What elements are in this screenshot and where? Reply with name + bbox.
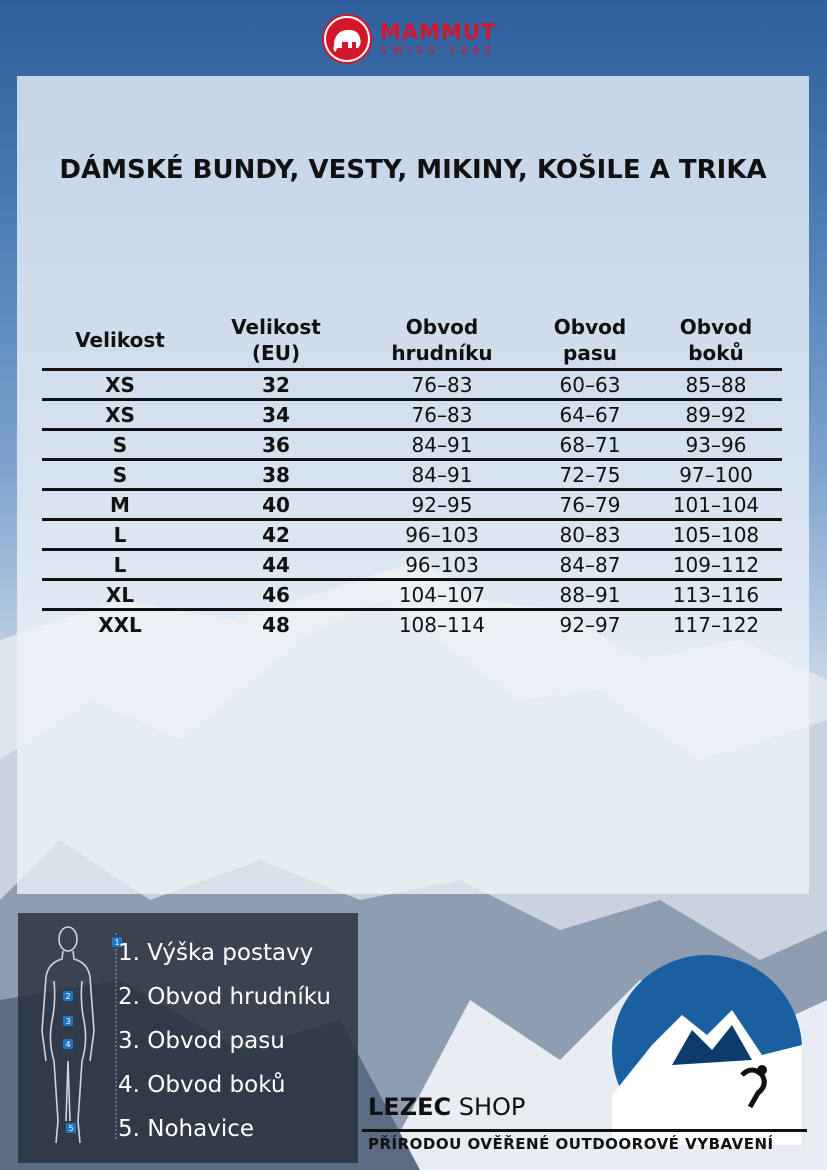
shop-divider [362,1129,807,1132]
brand-sub: SWISS 1862 [380,44,497,57]
cell-chest: 84–91 [354,460,530,490]
shop-tagline: PŘÍRODOU OVĚŘENÉ OUTDOOROVÉ VYBAVENÍ [368,1135,774,1153]
cell-eu: 34 [198,400,354,430]
cell-waist: 76–79 [530,490,650,520]
legend-item: 1. Výška postavy [118,940,314,966]
shop-name: LEZEC SHOP [368,1093,526,1121]
marker-3: 3 [65,1017,71,1026]
mammoth-icon [322,14,372,64]
cell-chest: 84–91 [354,430,530,460]
legend-item: 4. Obvod boků [118,1072,286,1098]
table-row [42,460,782,490]
legend-list [118,931,331,1151]
cell-hips: 101–104 [650,490,782,520]
cell-eu: 42 [198,520,354,550]
cell-hips: 117–122 [672,612,760,637]
table-row [42,490,782,520]
cell-chest: 96–103 [354,520,530,550]
cell-waist: 84–87 [530,550,650,580]
cell-hips: 85–88 [650,370,782,400]
cell-waist: 68–71 [530,430,650,460]
header-size: Velikost [42,314,198,370]
cell-eu: 38 [198,460,354,490]
cell-hips: 89–92 [650,400,782,430]
cell-eu: 40 [198,490,354,520]
cell-chest: 76–83 [354,400,530,430]
legend-item: 5. Nohavice [118,1116,255,1142]
header-waist: Obvod pasu [530,314,650,370]
cell-chest: 92–95 [354,490,530,520]
cell-size: S [42,430,198,460]
table-row [42,580,782,610]
marker-1: 1 [114,938,120,947]
cell-size: L [42,520,198,550]
legend-item: 3. Obvod pasu [118,1028,285,1054]
marker-2: 2 [65,992,71,1001]
table-row [42,400,782,430]
cell-size: XXL [98,612,142,637]
legend-item: 2. Obvod hrudníku [118,984,331,1010]
header-eu: Velikost (EU) [198,314,354,370]
cell-chest: 76–83 [354,370,530,400]
cell-size: S [42,460,198,490]
cell-hips: 97–100 [650,460,782,490]
cell-hips: 105–108 [650,520,782,550]
body-silhouette-icon [28,921,118,1155]
brand-name: MAMMUT [380,20,497,44]
mammut-logo [322,14,522,64]
table-row [42,550,782,580]
cell-size: M [42,490,198,520]
cell-eu: 46 [198,580,354,610]
cell-eu: 48 [262,612,290,637]
cell-waist: 80–83 [530,520,650,550]
cell-hips: 113–116 [650,580,782,610]
cell-chest: 104–107 [354,580,530,610]
cell-hips: 93–96 [650,430,782,460]
table-header-row [42,314,782,370]
marker-5: 5 [68,1124,74,1133]
size-table [42,314,782,638]
cell-waist: 88–91 [530,580,650,610]
cell-chest: 96–103 [354,550,530,580]
cell-eu: 44 [198,550,354,580]
cell-waist: 92–97 [559,612,621,637]
cell-size: XL [42,580,198,610]
cell-waist: 64–67 [530,400,650,430]
cell-waist: 60–63 [530,370,650,400]
page-title: DÁMSKÉ BUNDY, VESTY, MIKINY, KOŠILE A TRIKA [59,155,767,185]
marker-4: 4 [65,1040,71,1049]
cell-size: XS [42,400,198,430]
header-hips: Obvod boků [650,314,782,370]
measurement-legend [18,913,358,1163]
cell-hips: 109–112 [650,550,782,580]
size-chart-panel [17,76,809,894]
cell-eu: 32 [198,370,354,400]
cell-eu: 36 [198,430,354,460]
table-row [42,430,782,460]
lezec-shop-logo [362,955,822,1165]
climber-emblem-icon [612,955,802,1145]
table-row [42,610,782,639]
cell-waist: 72–75 [530,460,650,490]
cell-chest: 108–114 [398,612,486,637]
header-chest: Obvod hrudníku [354,314,530,370]
cell-size: L [42,550,198,580]
table-row [42,370,782,400]
cell-size: XS [42,370,198,400]
table-row [42,520,782,550]
